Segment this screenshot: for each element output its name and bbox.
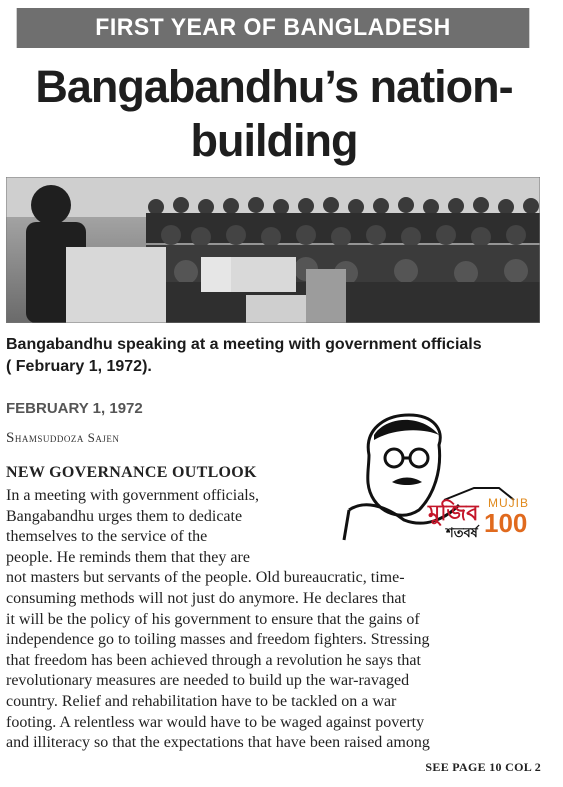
article-line: people. He reminds them that they are: [6, 548, 250, 566]
article-line: that freedom has been achieved through a revolution he says that: [6, 651, 421, 669]
article-line: revolutionary measures are needed to build up the war-ravaged: [6, 672, 410, 690]
section-title: NEW GOVERNANCE OUTLOOK: [6, 464, 257, 481]
article-body: [6, 486, 546, 754]
logo-bengali-top: মুজিব: [428, 501, 479, 526]
article-line: footing. A relentless war would have to be waged against poverty: [6, 713, 425, 731]
article-line: Bangabandhu urges them to dedicate: [6, 507, 243, 525]
article-line: themselves to the service of the: [6, 528, 208, 546]
article-line: not masters but servants of the people. Old bureaucratic, time-: [6, 569, 405, 587]
caption-line-1: Bangabandhu speaking at a meeting with government officials: [6, 336, 482, 353]
continuation-note[interactable]: SEE PAGE 10 COL 2: [425, 760, 541, 774]
article-line: it will be the policy of his government to ensure that the gains of: [6, 610, 420, 628]
meeting-photo-illustration: [6, 177, 540, 323]
logo-mujib-text: MUJIB: [488, 496, 529, 510]
caption-line-2: ( February 1, 1972).: [6, 358, 152, 375]
article-line: In a meeting with government officials,: [6, 487, 259, 504]
photo-caption: [6, 334, 546, 378]
dateline: FEBRUARY 1, 1972: [6, 400, 143, 417]
headline-line-1: Bangabandhu’s nation-building: [35, 61, 513, 166]
article-line: consuming methods will not just do anymore. He declares that: [6, 589, 406, 607]
article-line: and illiteracy so that the expectations that have been raised among: [6, 734, 430, 752]
logo-bengali-bottom: শতবর্ষ: [446, 526, 478, 541]
byline: Shamsuddoza Sajen: [6, 430, 120, 446]
meeting-photo: [6, 177, 540, 323]
logo-number: 100: [484, 508, 528, 538]
article-line: country. Relief and rehabilitation have to be tackled on a war: [6, 692, 397, 710]
article-line: independence go to toiling masses and freedom fighters. Stressing: [6, 631, 430, 649]
section-banner: FIRST YEAR OF BANGLADESH: [17, 8, 530, 48]
